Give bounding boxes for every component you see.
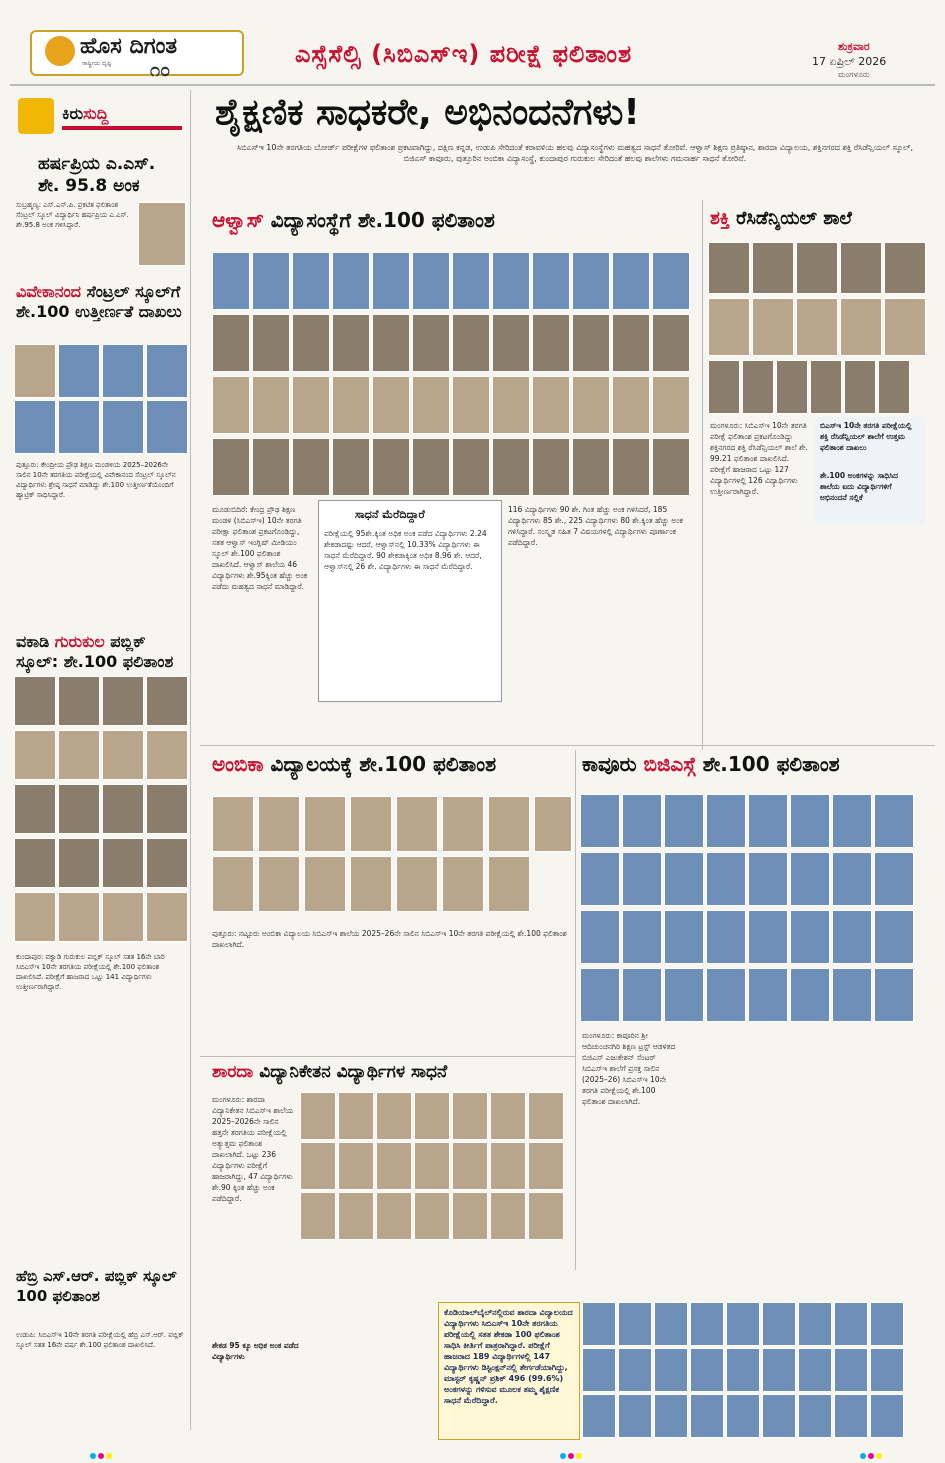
student-photo xyxy=(844,360,876,414)
student-photo xyxy=(580,968,620,1022)
student-photo xyxy=(102,676,144,726)
student-photo xyxy=(292,376,330,434)
date: 17 ಏಪ್ರಿಲ್ 2026 xyxy=(812,55,887,68)
student-photo xyxy=(146,730,188,780)
student-photo xyxy=(708,360,740,414)
student-photo xyxy=(622,968,662,1022)
student-photo xyxy=(258,796,300,852)
student-photo xyxy=(572,376,610,434)
student-photo xyxy=(870,1394,904,1438)
student-photo xyxy=(528,1192,564,1240)
student-photo xyxy=(372,438,410,496)
student-photo xyxy=(798,1348,832,1392)
student-photo xyxy=(452,438,490,496)
student-photo xyxy=(14,676,56,726)
student-photo xyxy=(146,838,188,888)
student-photo xyxy=(762,1394,796,1438)
student-photo xyxy=(376,1142,412,1190)
student-photo xyxy=(572,252,610,310)
student-photo xyxy=(582,1348,616,1392)
row-divider xyxy=(200,1056,575,1057)
vivek-red: ವಿವೇಕಾನಂದ xyxy=(16,282,82,301)
kavoor-photo-grid xyxy=(580,794,930,1022)
student-photo xyxy=(532,438,570,496)
student-photo xyxy=(292,438,330,496)
column-divider xyxy=(575,750,576,1270)
ambika-red: ಅಂಬಿಕಾ xyxy=(212,752,264,776)
student-photo xyxy=(58,730,100,780)
student-photo xyxy=(442,856,484,912)
student-photo xyxy=(618,1302,652,1346)
student-photo xyxy=(492,376,530,434)
student-photo xyxy=(580,794,620,848)
hebri-body: ಉಡುಪಿ: ಸಿಬಿಎಸ್ಇ 10ನೇ ತರಗತಿ ಪರೀಕ್ಷೆಯಲ್ಲಿ ಹೆಬ್ರಿ ಎಸ್.ಆರ್. ಪಬ್ಲಿಕ್ ಸ್ಕೂಲ್ ಸತತ 16ನೇ ವರ್ಷ ಶೇ.100 ಫಲಿತಾಂಶ ದಾಖಲಿಸಿದೆ. xyxy=(16,1331,184,1349)
student-photo xyxy=(652,252,690,310)
shakti-photo-grid xyxy=(708,242,928,414)
print-registration-marks xyxy=(90,1444,120,1450)
student-photo xyxy=(706,852,746,906)
student-photo xyxy=(58,344,100,398)
student-photo xyxy=(776,360,808,414)
student-photo xyxy=(580,910,620,964)
student-photo xyxy=(146,400,188,454)
student-photo xyxy=(528,1092,564,1140)
row-divider xyxy=(200,745,935,746)
student-photo xyxy=(58,784,100,834)
student-photo xyxy=(338,1142,374,1190)
student-photo xyxy=(350,796,392,852)
sharada-subhead: ಶೇಕಡ 95 ಕ್ಕೂ ಅಧಿಕ ಅಂಕ ಪಡೆದ ವಿದ್ಯಾರ್ಥಿಗಳು xyxy=(212,1341,299,1361)
student-photo xyxy=(840,298,882,356)
student-photo xyxy=(102,730,144,780)
student-photo xyxy=(258,856,300,912)
student-photo xyxy=(532,376,570,434)
column-divider xyxy=(702,200,703,750)
student-photo xyxy=(572,314,610,372)
kavoor-prefix: ಕಾವೂರು xyxy=(582,752,644,776)
student-photo xyxy=(212,376,250,434)
student-photo xyxy=(212,438,250,496)
student-photo xyxy=(790,794,830,848)
kodialbail-photo-grid xyxy=(582,1302,932,1438)
student-photo xyxy=(414,1092,450,1140)
student-photo xyxy=(612,438,650,496)
student-photo xyxy=(690,1348,724,1392)
student-photo xyxy=(580,852,620,906)
brief-score: ಶೇ. 95.8 ಅಂಕ xyxy=(38,176,140,196)
student-photo xyxy=(414,1192,450,1240)
student-photo xyxy=(332,314,370,372)
student-photo xyxy=(618,1394,652,1438)
promo-text: ಕೊಡಿಯಾಲ್‌ಬೈಲ್‌ನಲ್ಲಿರುವ ಶಾರದಾ ವಿದ್ಯಾಲಯದ ವಿದ್ಯಾರ್ಥಿಗಳು ಸಿಬಿಎಸ್‌ಇ 10ನೇ ತರಗತಿಯ ಪರೀಕ್ಷೆಯಲ್ಲಿ ಸತತ ಶೇಕಡಾ 100 ಫಲಿತಾಂಶ ಸಾಧಿಸಿ ಕೀರ್ತಿಗೆ ಪಾತ್ರರಾಗಿದ್ದಾರೆ. ಪರೀಕ್ಷೆಗೆ ಹಾಜರಾದ 189 ವಿದ್ಯಾರ್ಥಿಗಳಲ್ಲಿ 147 ವಿದ್ಯಾರ್ಥಿಗಳು ಡಿಸ್ಟಿಂಕ್ಷನ್‌ನಲ್ಲಿ ತೇರ್ಗಡೆಯಾಗಿದ್ದು, ಮಾಸ್ಟರ್ ಕೃಷ್ಣನ್ ಪ್ರಶಿಕ್ 496 (99.6%) ಅಂಕಗಳನ್ನು ಗಳಿಸುವ ಮೂಲಕ ತಮ್ಮ ಶೈಕ್ಷಣಿಕ ಸಾಧನೆ ಮೆರೆದಿದ್ದಾರೆ. xyxy=(444,1308,573,1405)
student-photo xyxy=(146,784,188,834)
quote-title: ಸಾಧನೆ ಮೆರೆದಿದ್ದಾರೆ xyxy=(355,508,425,521)
alvas-body: ಮೂಡುಬಿದಿರೆ: ಕೇಂದ್ರ ಪ್ರೌಢ ಶಿಕ್ಷಣ ಮಂಡಳಿ (ಸಿಬಿಎಸ್‌ಇ) 10ನೇ ತರಗತಿ ಪರೀಕ್ಷಾ ಫಲಿತಾಂಶ ಪ್ರಕಟಗೊಂಡಿದ್ದು, ಸತತ ಆಳ್ವಾಸ್ ಇಂಗ್ಲಿಷ್ ಮೀಡಿಯಂ ಸ್ಕೂಲ್ ಶೇ.100 ಫಲಿತಾಂಶ ದಾಖಲಿಸಿದೆ. ಆಳ್ವಾಸ್ ಶಾಲೆಯ 46 ವಿದ್ಯಾರ್ಥಿಗಳು ಶೇ.95ಕ್ಕಿಂತ ಹೆಚ್ಚು ಅಂಕ ಪಡೆದು ಮಹತ್ವದ ಸಾಧನೆ ಮಾಡಿದ್ದಾರೆ. xyxy=(212,505,308,591)
student-photo xyxy=(490,1092,526,1140)
kiru-suffix: ಸುದ್ದಿ xyxy=(83,104,109,123)
student-photo xyxy=(252,314,290,372)
student-photo xyxy=(664,910,704,964)
student-photo xyxy=(488,856,530,912)
student-photo xyxy=(102,784,144,834)
student-photo xyxy=(396,856,438,912)
student-photo xyxy=(708,242,750,294)
quote-body: ಪರೀಕ್ಷೆಯಲ್ಲಿ 95ಶೇ.ಕ್ಕಿಂತ ಅಧಿಕ ಅಂಕ ಪಡೆದ ವಿದ್ಯಾರ್ಥಿಗಳು 2.24 ಶೇಕಡಾದಷ್ಟು ಆದರೆ, ಆಳ್ವಾಸ್‌ನಲ್ಲಿ 10.33% ವಿದ್ಯಾರ್ಥಿಗಳು ಈ ಸಾಧನೆ ಮೆರೆದಿದ್ದಾರೆ. 90 ಶೇಕಡಾಕ್ಕಿಂತ ಅಧಿಕ 8.96 ಶೇ. ಆದರೆ, ಆಳ್ವಾಸ್‌ನಲ್ಲಿ 26 ಶೇ. ವಿದ್ಯಾರ್ಥಿಗಳು ಈ ಸಾಧನೆ ಮೆರೆದಿದ್ದಾರೆ. xyxy=(324,529,487,571)
student-photo xyxy=(14,784,56,834)
alvas-red: ಆಳ್ವಾಸ್ xyxy=(212,208,264,232)
student-photo xyxy=(664,852,704,906)
student-photo xyxy=(654,1348,688,1392)
sharada-photo-grid xyxy=(300,1092,570,1242)
student-photo xyxy=(412,252,450,310)
student-photo xyxy=(332,252,370,310)
student-photo xyxy=(452,314,490,372)
shakti-headline xyxy=(710,208,852,229)
student-photo xyxy=(304,856,346,912)
vivek-headline xyxy=(16,282,186,322)
vakadi-body: ಕುಂದಾಪುರ: ವಕ್ವಾಡಿ ಗುರುಕುಲ ಪಬ್ಲಿಕ್ ಸ್ಕೂಲ್ ಸತತ 16ನೇ ಬಾರಿ ಸಿಬಿಎಸ್‌ಇ 10ನೇ ತರಗತಿಯ ಪರೀಕ್ಷೆಯಲ್ಲಿ ಶೇ.100 ಫಲಿತಾಂಶ ದಾಖಲಿಸಿದೆ. ಪರೀಕ್ಷೆಗೆ ಹಾಜರಾದ ಒಟ್ಟು 141 ವಿದ್ಯಾರ್ಥಿಗಳು ಉತ್ತೀರ್ಣರಾಗಿದ್ದಾರೆ. xyxy=(16,953,165,991)
student-photo xyxy=(412,376,450,434)
student-photo xyxy=(622,910,662,964)
student-photo xyxy=(796,298,838,356)
masthead-name: ಹೊಸ ದಿಗಂತ xyxy=(80,34,178,59)
student-photo xyxy=(338,1192,374,1240)
student-photo xyxy=(834,1302,868,1346)
student-photo xyxy=(532,314,570,372)
student-photo xyxy=(884,298,926,356)
student-photo xyxy=(58,400,100,454)
intro-text: ಸಿಬಿಎಸ್‌ಇ 10ನೇ ತರಗತಿಯ ಬೋರ್ಡ್ ಪರೀಕ್ಷೆಗಳ ಫಲಿತಾಂಶ ಪ್ರಕಟವಾಗಿದ್ದು, ದಕ್ಷಿಣ ಕನ್ನಡ, ಉಡುಪಿ ಸೇರಿದಂತೆ ಕರಾವಳಿಯ ಹಲವು ವಿದ್ಯಾಸಂಸ್ಥೆಗಳು ಮಹತ್ವದ ಸಾಧನೆ ತೋರಿವೆ. ಆಳ್ವಾಸ್ ಶಿಕ್ಷಣ ಪ್ರತಿಷ್ಠಾನ, ಶಾರದಾ ವಿದ್ಯಾಲಯ, ಶಕ್ತಿನಗರದ ಶಕ್ತಿ ರೆಸಿಡೆನ್ಷಿಯಲ್ ಸ್ಕೂಲ್, ಬಿಜಿಎಸ್ ಕಾವೂರು, ಪುತ್ತೂರಿನ ಅಂಬಿಕಾ ವಿದ್ಯಾಸಂಸ್ಥೆ, ಕುಂದಾಪುರ ಗುರುಕುಲ ಸೇರಿದಂತೆ ಹಲವು ಶಾಲೆಗಳು ಗಮನಾರ್ಹ ಸಾಧನೆ ತೋರಿವೆ. xyxy=(236,143,914,163)
student-photo xyxy=(492,314,530,372)
student-photo xyxy=(726,1302,760,1346)
student-photo xyxy=(762,1302,796,1346)
student-photo xyxy=(752,298,794,356)
student-photo xyxy=(790,852,830,906)
student-photo xyxy=(654,1394,688,1438)
section-title: ಎಸ್ಸೆಸೆಲ್ಸಿ (ಸಿಬಿಎಸ್ಇ) ಪರೀಕ್ಷೆ ಫಲಿತಾಂಶ xyxy=(295,40,633,68)
vivek-photo-grid xyxy=(14,344,186,454)
student-photo xyxy=(146,344,188,398)
student-photo xyxy=(300,1192,336,1240)
student-photo xyxy=(810,360,842,414)
ambika-photo-grid xyxy=(212,796,572,916)
student-photo xyxy=(612,252,650,310)
student-photo xyxy=(796,242,838,294)
student-photo xyxy=(102,344,144,398)
shakti-side-2: ಶೇ.100 ಅಂಕಗಳನ್ನು ಸಾಧಿಸಿದ ಶಾಲೆಯ ಐದು ವಿದ್ಯಾರ್ಥಿಗಳಿಗೆ ಅಭಿನಂದನೆ ಸಲ್ಲಿಕೆ xyxy=(820,471,898,502)
masthead-tagline: ರಾಷ್ಟ್ರೀಯ ದೃಷ್ಟಿ xyxy=(82,60,112,67)
student-photo xyxy=(372,376,410,434)
hebri-headline: ಹೆಬ್ರಿ ಎಸ್.ಆರ್. ಪಬ್ಲಿಕ್ ಸ್ಕೂಲ್ 100 ಫಲಿತಾಂಶ xyxy=(16,1267,177,1305)
student-photo xyxy=(726,1348,760,1392)
student-photo xyxy=(14,730,56,780)
student-photo xyxy=(706,794,746,848)
student-photo xyxy=(612,376,650,434)
shakti-rest: ರೆಸಿಡೆನ್ಶಿಯಲ್ ಶಾಲೆ xyxy=(729,208,852,229)
student-photo xyxy=(762,1348,796,1392)
kiru-bar xyxy=(62,126,182,130)
student-photo xyxy=(58,676,100,726)
student-photo xyxy=(452,1192,488,1240)
kavoor-headline xyxy=(582,752,840,776)
student-photo xyxy=(622,852,662,906)
vakadi-rest: ಪಬ್ಲಿಕ್ ಸ್ಕೂಲ್: ಶೇ.100 ಫಲಿತಾಂಶ xyxy=(16,632,174,671)
student-photo xyxy=(870,1348,904,1392)
student-photo xyxy=(664,968,704,1022)
student-photo xyxy=(102,892,144,942)
ambika-body: ಪುತ್ತೂರು: ನಟ್ಟೂರು ಅಂಬಿಕಾ ವಿದ್ಯಾಲಯ ಸಿಬಿಎಸ್‌ಇ ಶಾಲೆಯ 2025–26ನೇ ಸಾಲಿನ ಸಿಬಿಎಸ್‌ಇ 10ನೇ ತರಗತಿ ಪರೀಕ್ಷೆಯಲ್ಲಿ ಶೇ.100 ಫಲಿತಾಂಶ ದಾಖಲಾಗಿದೆ. xyxy=(212,929,567,949)
ambika-headline xyxy=(212,752,496,776)
student-photo xyxy=(452,376,490,434)
kavoor-red: ಬಿಜಿಎಸ್ xyxy=(643,752,696,776)
alvas-body-2: 116 ವಿದ್ಯಾರ್ಥಿಗಳು 90 ಶೇ. ಗಿಂತ ಹೆಚ್ಚು ಅಂಕ ಗಳಿಸಿದರೆ, 185 ವಿದ್ಯಾರ್ಥಿಗಳು 85 ಶೇ., 225 ವಿದ್ಯಾರ್ಥಿಗಳು 80 ಶೇ.ಕ್ಕಿಂತ ಹೆಚ್ಚು ಅಂಕ ಗಳಿಸಿದ್ದಾರೆ. ಸಂಸ್ಕೃತ ಸಹಿತ 7 ವಿಷಯಗಳಲ್ಲಿ ವಿದ್ಯಾರ್ಥಿಗಳು ಪೂರ್ಣಾಂಕ ಪಡೆದಿದ್ದಾರೆ. xyxy=(508,505,683,547)
student-photo xyxy=(832,794,872,848)
student-photo xyxy=(412,438,450,496)
student-photo xyxy=(798,1302,832,1346)
vivek-rest: ಸೆಂಟ್ರಲ್ ಸ್ಕೂಲ್‌ಗೆ ಶೇ.100 ಉತ್ತೀರ್ಣತೆ ದಾಖಲು xyxy=(16,282,182,321)
shakti-body: ಮಂಗಳೂರು: ಸಿಬಿಎಸ್‌ಇ 10ನೇ ತರಗತಿ ಪರೀಕ್ಷೆ ಫಲಿತಾಂಶ ಪ್ರಕಟಗೊಂಡಿದ್ದು ಶಕ್ತಿನಗರದ ಶಕ್ತಿ ರೆಸಿಡೆನ್ಷಿಯಲ್ ಶಾಲೆ ಶೇ. 99.21 ಫಲಿತಾಂಶ ದಾಖಲಿಸಿದೆ. ಪರೀಕ್ಷೆಗೆ ಹಾಜರಾದ ಒಟ್ಟು 127 ವಿದ್ಯಾರ್ಥಿಗಳಲ್ಲಿ 126 ವಿದ್ಯಾರ್ಥಿಗಳು ಉತ್ತೀರ್ಣರಾಗಿದ್ದಾರೆ. xyxy=(710,421,808,496)
student-photo xyxy=(582,1302,616,1346)
student-photo xyxy=(884,242,926,294)
student-photo xyxy=(748,852,788,906)
student-photo xyxy=(14,838,56,888)
student-photo xyxy=(748,794,788,848)
student-photo xyxy=(582,1394,616,1438)
student-photo xyxy=(652,314,690,372)
student-photo xyxy=(742,360,774,414)
student-photo xyxy=(572,438,610,496)
student-photo xyxy=(832,852,872,906)
student-photo xyxy=(652,438,690,496)
student-photo xyxy=(878,360,910,414)
print-registration-marks xyxy=(560,1444,590,1450)
student-photo xyxy=(396,796,438,852)
student-photo xyxy=(874,910,914,964)
student-photo xyxy=(146,676,188,726)
kavoor-body: ಮಂಗಳೂರು: ಕಾವೂರಿನ ಶ್ರೀ ಆದಿಚುಂಚನಗಿರಿ ಶಿಕ್ಷಣ ಟ್ರಸ್ಟ್ ಆಡಳಿತದ ಬಿಜಿಎಸ್ ಎಜುಕೇಶನ್ ಸೆಂಟರ್ ಸಿಬಿಎಸ್‌ಇ ಶಾಲೆಗೆ ಪ್ರಸಕ್ತ ಸಾಲಿನ (2025–26) ಸಿಬಿಎಸ್‌ಇ 10ನೇ ತರಗತಿ ಪರೀಕ್ಷೆಯಲ್ಲಿ ಶೇ.100 ಫಲಿತಾಂಶ ದಾಖಲಾಗಿದೆ. xyxy=(582,1031,676,1106)
student-photo xyxy=(832,910,872,964)
student-photo xyxy=(490,1142,526,1190)
vakadi-red: ಗುರುಕುಲ xyxy=(54,632,105,651)
page-number: ೧೦ xyxy=(150,60,171,81)
student-photo xyxy=(798,1394,832,1438)
student-photo xyxy=(790,968,830,1022)
vakadi-photo-grid xyxy=(14,676,186,946)
shakti-red: ಶಕ್ತಿ xyxy=(710,208,730,229)
student-photo xyxy=(492,252,530,310)
student-photo xyxy=(376,1092,412,1140)
sharada-red: ಶಾರದಾ xyxy=(212,1062,254,1082)
student-photo xyxy=(292,252,330,310)
student-photo xyxy=(748,910,788,964)
student-photo xyxy=(372,252,410,310)
student-photo xyxy=(622,794,662,848)
kavoor-rest: ಗೆ ಶೇ.100 ಫಲಿತಾಂಶ xyxy=(695,752,840,776)
student-photo xyxy=(300,1142,336,1190)
student-photo xyxy=(874,968,914,1022)
vivek-body: ಪುತ್ತೂರು: ಕೇಂದ್ರೀಯ ಪ್ರೌಢ ಶಿಕ್ಷಣ ಮಂಡಳಿಯ 2025–2026ನೇ ಸಾಲಿನ 10ನೇ ತರಗತಿಯ ಪರೀಕ್ಷೆಯಲ್ಲಿ ವಿವೇಕಾನಂದ ಸೆಂಟ್ರಲ್ ಸ್ಕೂಲ್‌ನ ವಿದ್ಯಾರ್ಥಿಗಳು ಶ್ರೇಷ್ಠ ಸಾಧನೆ ಮಾಡಿದ್ದು ಶೇ.100 ಉತ್ತೀರ್ಣತೆಯೊಂದಿಗೆ ಹ್ಯಾಟ್ರಿಕ್ ಸಾಧಿಸಿದ್ದಾರೆ. xyxy=(16,461,176,499)
student-photo xyxy=(618,1348,652,1392)
student-photo xyxy=(14,400,56,454)
student-photo xyxy=(706,910,746,964)
sharada-rest: ವಿದ್ಯಾನಿಕೇತನ ವಿದ್ಯಾರ್ಥಿಗಳ ಸಾಧನೆ xyxy=(253,1062,448,1082)
student-photo xyxy=(452,1142,488,1190)
student-photo xyxy=(452,1092,488,1140)
student-photo xyxy=(748,968,788,1022)
vakadi-prefix: ವಕಾಡಿ xyxy=(16,632,55,651)
alvas-headline xyxy=(212,208,495,232)
student-photo xyxy=(690,1302,724,1346)
student-photo xyxy=(664,794,704,848)
student-photo xyxy=(840,242,882,294)
kiru-prefix: ಕಿರು xyxy=(62,104,84,123)
sharada-body: ಮಂಗಳೂರು: ಶಾರದಾ ವಿದ್ಯಾನಿಕೇತನ ಸಿಬಿಎಸ್‌ಇ ಶಾಲೆಯ 2025–2026ನೇ ಸಾಲಿನ ಹತ್ತನೇ ತರಗತಿಯ ಪರೀಕ್ಷೆಯಲ್ಲಿ ಅತ್ಯುತ್ತಮ ಫಲಿತಾಂಶ ದಾಖಲಾಗಿದೆ. ಒಟ್ಟು 236 ವಿದ್ಯಾರ್ಥಿಗಳು ಪರೀಕ್ಷೆಗೆ ಹಾಜರಾಗಿದ್ದು, 47 ವಿದ್ಯಾರ್ಥಿಗಳು ಶೇ.90 ಕ್ಕಿಂತ ಹೆಚ್ಚು ಅಂಕ ಪಡೆದಿದ್ದಾರೆ. xyxy=(212,1095,294,1203)
page-title: ಶೈಕ್ಷಣಿಕ ಸಾಧಕರೇ, ಅಭಿನಂದನೆಗಳು! xyxy=(215,92,640,133)
student-photo xyxy=(612,314,650,372)
student-photo xyxy=(102,838,144,888)
print-registration-marks xyxy=(860,1444,890,1450)
student-photo xyxy=(790,910,830,964)
student-photo xyxy=(414,1142,450,1190)
student-photo xyxy=(492,438,530,496)
student-photo xyxy=(14,892,56,942)
student-photo xyxy=(304,796,346,852)
student-photo xyxy=(874,852,914,906)
student-photo xyxy=(138,202,186,266)
student-photo xyxy=(212,252,250,310)
student-photo xyxy=(252,252,290,310)
edition-city: ಮಂಗಳೂರು xyxy=(838,70,870,79)
student-photo xyxy=(832,968,872,1022)
student-photo xyxy=(752,242,794,294)
student-photo xyxy=(490,1192,526,1240)
student-photo xyxy=(212,796,254,852)
student-photo xyxy=(292,314,330,372)
student-photo xyxy=(654,1302,688,1346)
student-photo xyxy=(652,376,690,434)
date-day: ಶುಕ್ರವಾರ xyxy=(838,40,870,53)
student-photo xyxy=(14,344,56,398)
student-photo xyxy=(58,892,100,942)
student-photo xyxy=(300,1092,336,1140)
student-photo xyxy=(708,298,750,356)
brief-body: ಸುಬ್ರಹ್ಮಣ್ಯ: ಎಸ್.ಎಸ್.ಪಿ. ಪ್ರಕಟಿತ ಫಲಿತಾಂಶ ಸೆಂಟ್ರಲ್ ಸ್ಕೂಲ್ ವಿದ್ಯಾರ್ಥಿನಿ ಹರ್ಷಪ್ರಿಯ ಎ.ಎಸ್. ಶೇ.95.8 ಅಂಕ ಗಳಿಸಿದ್ದಾರೆ. xyxy=(16,201,129,229)
student-photo xyxy=(442,796,484,852)
student-photo xyxy=(102,400,144,454)
student-photo xyxy=(58,838,100,888)
student-photo xyxy=(726,1394,760,1438)
student-photo xyxy=(834,1348,868,1392)
student-photo xyxy=(528,1142,564,1190)
student-photo xyxy=(706,968,746,1022)
student-photo xyxy=(146,892,188,942)
kiru-suddi-label xyxy=(62,104,108,124)
student-photo xyxy=(834,1394,868,1438)
student-photo xyxy=(332,376,370,434)
hand-icon xyxy=(18,98,54,134)
student-photo xyxy=(452,252,490,310)
student-photo xyxy=(870,1302,904,1346)
shakti-side-1: ಬಿಎಸ್‌ಇ 10ನೇ ತರಗತಿ ಪರೀಕ್ಷೆಯಲ್ಲಿ ಶಕ್ತಿ ರೆಸಿಡೆನ್ಷಿಯಲ್ ಶಾಲೆಗೆ ಉತ್ತಮ ಫಲಿತಾಂಶ ದಾಖಲು xyxy=(820,421,912,452)
student-photo xyxy=(372,314,410,372)
student-photo xyxy=(412,314,450,372)
ambika-rest: ವಿದ್ಯಾಲಯಕ್ಕೆ ಶೇ.100 ಫಲಿತಾಂಶ xyxy=(263,752,497,776)
brief-name: ಹರ್ಷಪ್ರಿಯ ಎ.ಎಸ್. xyxy=(38,154,156,174)
alvas-rest: ವಿದ್ಯಾಸಂಸ್ಥೆಗೆ ಶೇ.100 ಫಲಿತಾಂಶ xyxy=(263,208,495,232)
student-photo xyxy=(376,1192,412,1240)
student-photo xyxy=(350,856,392,912)
student-photo xyxy=(332,438,370,496)
student-photo xyxy=(690,1394,724,1438)
student-photo xyxy=(252,376,290,434)
student-photo xyxy=(488,796,530,852)
vakadi-headline xyxy=(16,632,186,672)
header-divider xyxy=(10,84,935,86)
student-photo xyxy=(252,438,290,496)
student-photo xyxy=(874,794,914,848)
sharada-headline xyxy=(212,1062,447,1082)
student-photo xyxy=(338,1092,374,1140)
student-photo xyxy=(212,314,250,372)
alvas-photo-grid xyxy=(212,252,696,496)
student-photo xyxy=(532,252,570,310)
masthead-logo-icon xyxy=(45,36,75,66)
student-photo xyxy=(534,796,572,852)
student-photo xyxy=(212,856,254,912)
